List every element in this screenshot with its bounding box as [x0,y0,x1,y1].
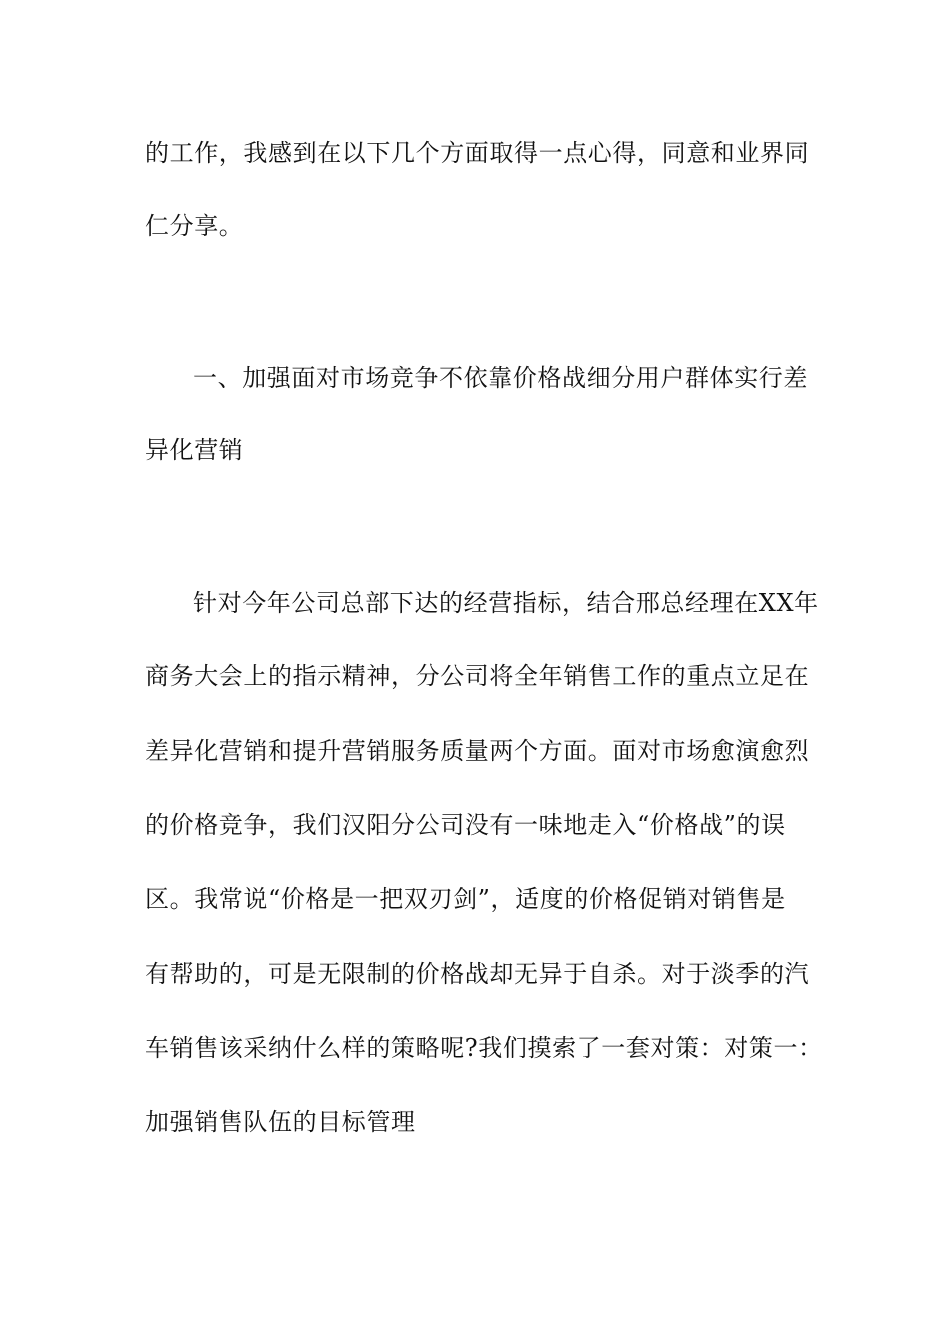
paragraph-1-line-1: 的工作，我感到在以下几个方面取得一点心得，同意和业界同 [145,139,810,167]
paragraph-2-line-3: 差异化营销和提升营销服务质量两个方面。面对市场愈演愈烈 [145,737,810,765]
paragraph-2-line-7: 车销售该采纳什么样的策略呢?我们摸索了一套对策：对策一： [145,1034,823,1062]
paragraph-2-line-8: 加强销售队伍的目标管理 [145,1108,416,1136]
paragraph-2-line-1: 针对今年公司总部下达的经营指标，结合邢总经理在XX年 [193,589,819,617]
heading-1-line-2: 异化营销 [145,436,244,464]
paragraph-1-line-2: 仁分享。 [145,212,244,240]
heading-1-line-1: 一、加强面对市场竞争不依靠价格战细分用户群体实行差 [193,364,808,392]
paragraph-2-line-6: 有帮助的，可是无限制的价格战却无异于自杀。对于淡季的汽 [145,960,810,988]
paragraph-2-line-2: 商务大会上的指示精神，分公司将全年销售工作的重点立足在 [145,662,810,690]
paragraph-2-line-5: 区。我常说“价格是一把双刃剑”，适度的价格促销对销售是 [145,885,786,913]
paragraph-2-line-4: 的价格竞争，我们汉阳分公司没有一味地走入“价格战”的误 [145,811,786,839]
